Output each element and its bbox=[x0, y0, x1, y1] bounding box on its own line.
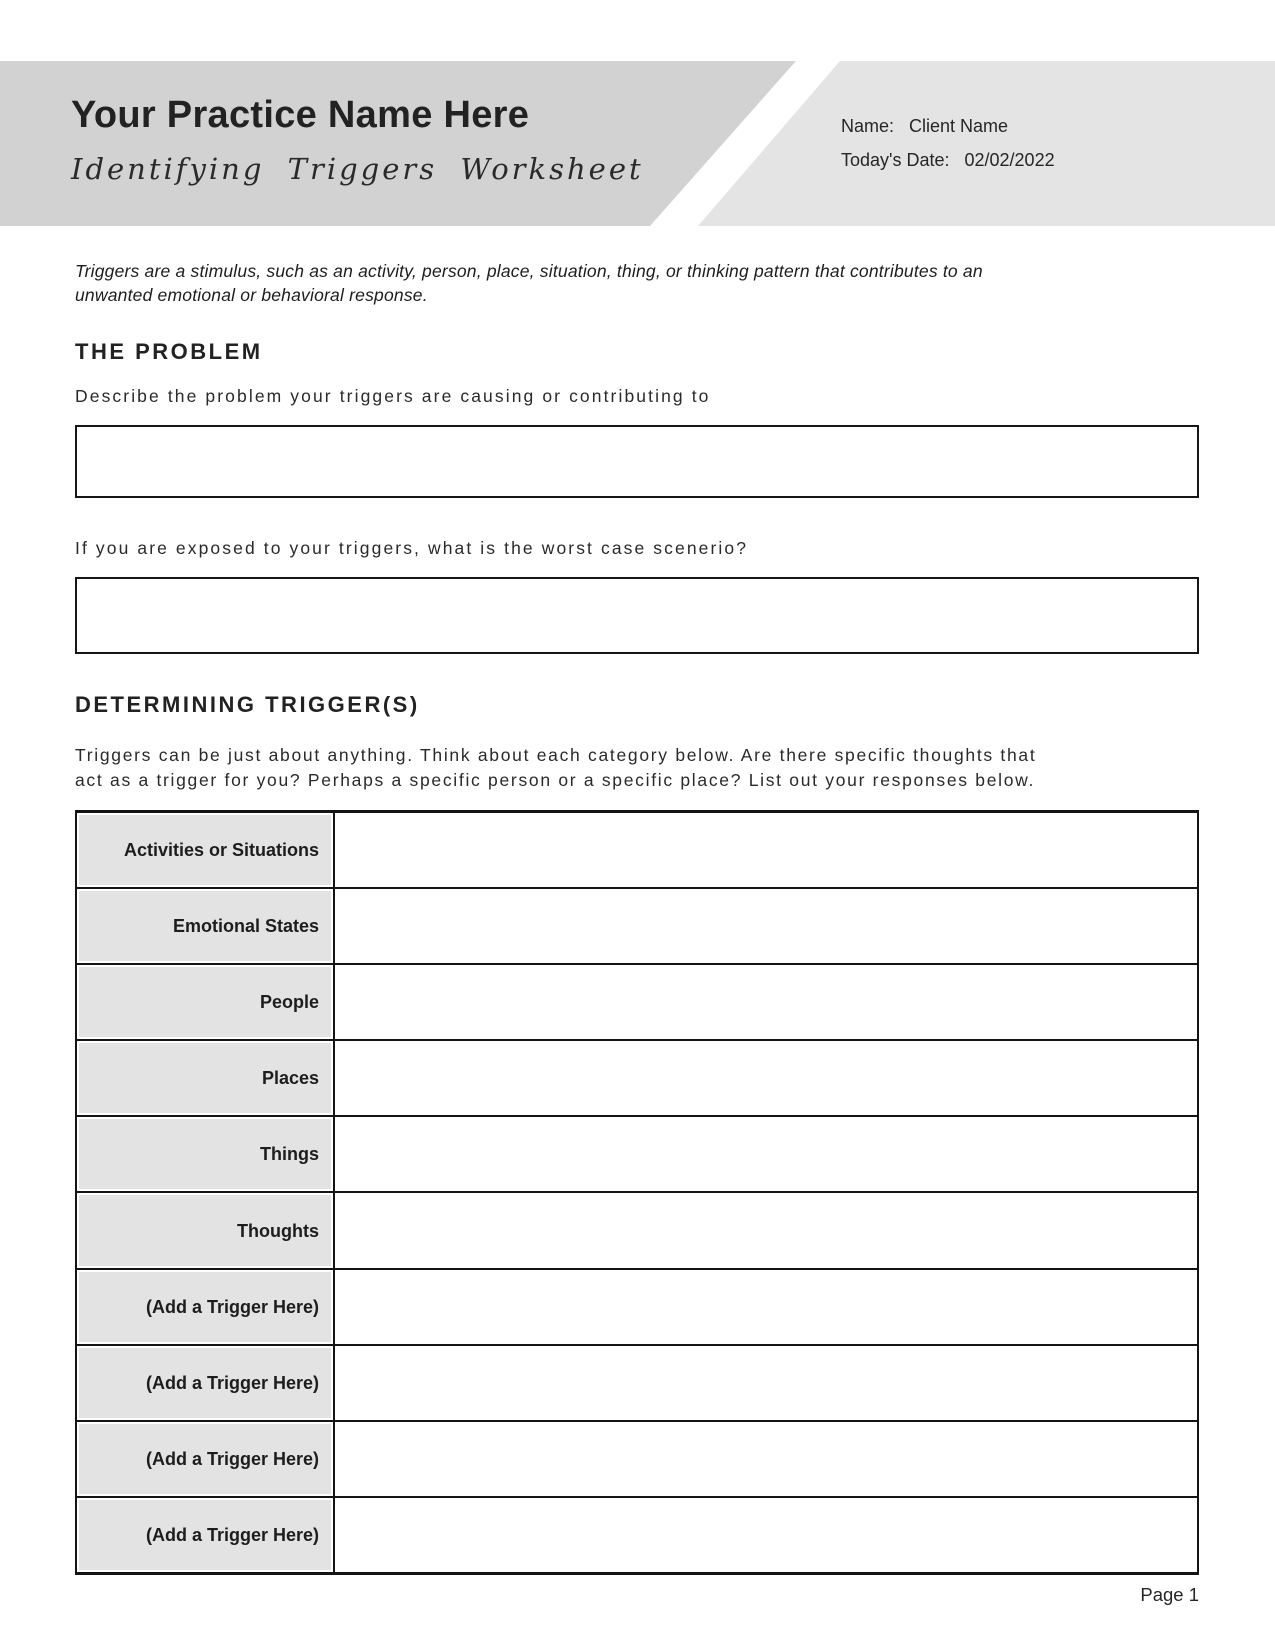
trigger-label: People bbox=[79, 967, 331, 1037]
trigger-row-things bbox=[77, 1115, 1197, 1191]
trigger-row-custom-4 bbox=[77, 1496, 1197, 1572]
trigger-label-cell bbox=[77, 1193, 335, 1267]
problem-question-1: Describe the problem your triggers are causing or contributing to bbox=[75, 386, 711, 406]
practice-name-title: Your Practice Name Here bbox=[71, 94, 530, 136]
trigger-row-thoughts bbox=[77, 1191, 1197, 1267]
determining-description-line-1: Triggers can be just about anything. Think about each category below. Are there specific thoughts that bbox=[75, 745, 1037, 765]
trigger-value-cell[interactable] bbox=[335, 1498, 1197, 1572]
problem-answer-box-2[interactable] bbox=[75, 577, 1199, 654]
client-name-label: Name: bbox=[841, 116, 895, 136]
trigger-row-custom-2 bbox=[77, 1344, 1197, 1420]
determining-description bbox=[75, 743, 1036, 793]
trigger-label: Places bbox=[79, 1043, 331, 1113]
trigger-value-cell[interactable] bbox=[335, 1041, 1197, 1115]
problem-question-2: If you are exposed to your triggers, what is the worst case scenerio? bbox=[75, 538, 749, 558]
trigger-row-people bbox=[77, 963, 1197, 1039]
trigger-value-cell[interactable] bbox=[335, 965, 1197, 1039]
trigger-label-cell bbox=[77, 1346, 335, 1420]
determining-heading: DETERMINING TRIGGER(S) bbox=[75, 692, 420, 717]
problem-answer-box-1[interactable] bbox=[75, 425, 1199, 498]
header-fields bbox=[841, 115, 1055, 183]
trigger-value-cell[interactable] bbox=[335, 1422, 1197, 1496]
determining-description-line-2: act as a trigger for you? Perhaps a specific person or a specific place? List out your responses below. bbox=[75, 770, 1036, 790]
intro-line-1: Triggers are a stimulus, such as an activity, person, place, situation, thing, or thinking pattern that contributes to an bbox=[75, 261, 983, 281]
trigger-row-activities bbox=[77, 813, 1197, 887]
trigger-table bbox=[75, 810, 1199, 1575]
trigger-label: Emotional States bbox=[79, 891, 331, 961]
trigger-label-cell bbox=[77, 1422, 335, 1496]
trigger-label: (Add a Trigger Here) bbox=[79, 1272, 331, 1342]
intro-text bbox=[75, 259, 983, 307]
date-value: 02/02/2022 bbox=[964, 150, 1055, 170]
trigger-label-cell bbox=[77, 889, 335, 963]
trigger-value-cell[interactable] bbox=[335, 889, 1197, 963]
trigger-row-custom-1 bbox=[77, 1268, 1197, 1344]
date-label: Today's Date: bbox=[841, 150, 950, 170]
page-number: Page 1 bbox=[1140, 1584, 1199, 1605]
trigger-row-places bbox=[77, 1039, 1197, 1115]
trigger-row-custom-3 bbox=[77, 1420, 1197, 1496]
client-name-line bbox=[841, 115, 1055, 138]
trigger-label: Thoughts bbox=[79, 1195, 331, 1265]
trigger-label: (Add a Trigger Here) bbox=[79, 1348, 331, 1418]
trigger-value-cell[interactable] bbox=[335, 1193, 1197, 1267]
trigger-label-cell bbox=[77, 1117, 335, 1191]
trigger-label: Activities or Situations bbox=[79, 815, 331, 885]
trigger-value-cell[interactable] bbox=[335, 1117, 1197, 1191]
header-band bbox=[0, 61, 1275, 226]
trigger-label-cell bbox=[77, 1498, 335, 1572]
trigger-label: Things bbox=[79, 1119, 331, 1189]
trigger-label: (Add a Trigger Here) bbox=[79, 1424, 331, 1494]
worksheet-subtitle: Identifying Triggers Worksheet bbox=[71, 152, 644, 186]
trigger-label-cell bbox=[77, 1041, 335, 1115]
trigger-row-emotional-states bbox=[77, 887, 1197, 963]
trigger-value-cell[interactable] bbox=[335, 1346, 1197, 1420]
client-name-value: Client Name bbox=[909, 116, 1009, 136]
trigger-label-cell bbox=[77, 965, 335, 1039]
trigger-label-cell bbox=[77, 1270, 335, 1344]
trigger-value-cell[interactable] bbox=[335, 813, 1197, 887]
problem-heading: THE PROBLEM bbox=[75, 339, 263, 364]
trigger-label-cell bbox=[77, 813, 335, 887]
trigger-value-cell[interactable] bbox=[335, 1270, 1197, 1344]
trigger-label: (Add a Trigger Here) bbox=[79, 1500, 331, 1570]
intro-line-2: unwanted emotional or behavioral response. bbox=[75, 285, 428, 305]
date-line bbox=[841, 149, 1055, 172]
